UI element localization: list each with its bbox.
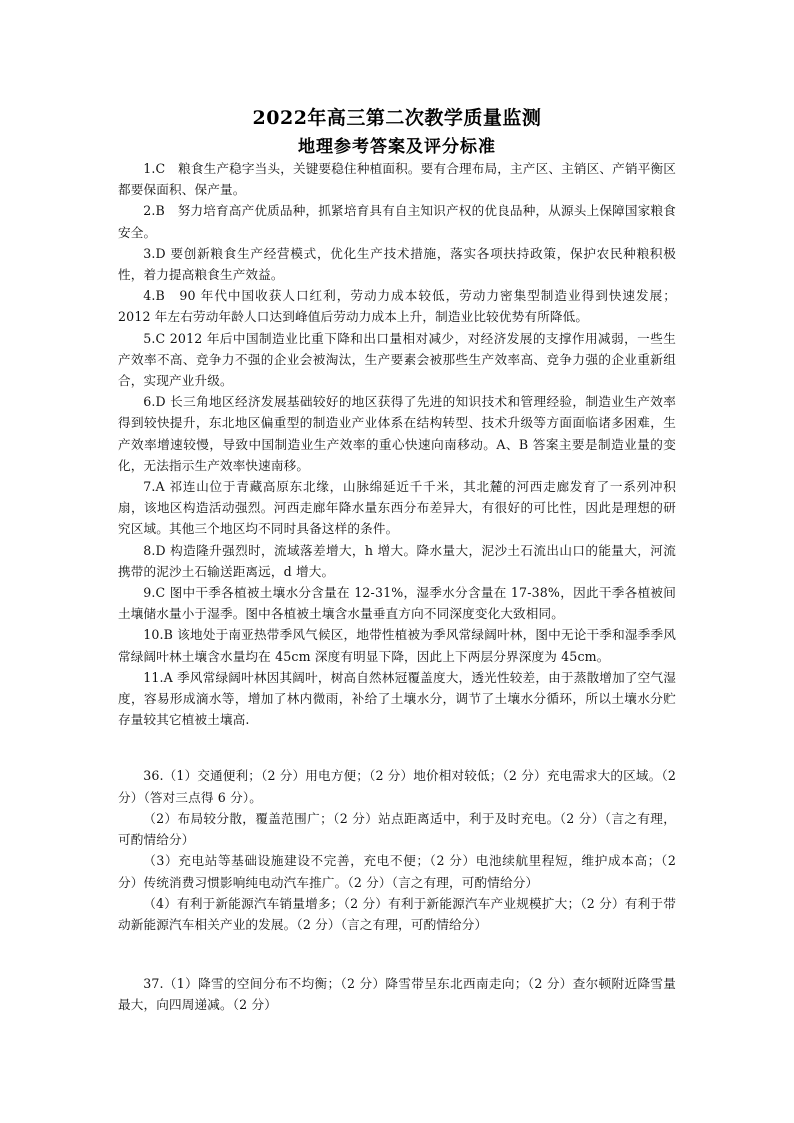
answer-3: 3.D 要创新粮食生产经营模式，优化生产技术措施，落实各项扶持政策，保护农民种粮积极性，着力提高粮食生产效益。	[118, 245, 676, 283]
answer-1: 1.C 粮食生产稳字当头，关键要稳住种植面积。要有合理布局，主产区、主销区、产销平衡区都要保面积、保产量。	[118, 161, 676, 198]
section-spacer	[118, 730, 676, 765]
answer-10: 10.B 该地处于南亚热带季风气候区，地带性植被为季风常绿阔叶林，图中无论干季和湿季季风常绿阔叶林土壤含水量均在 45cm 深度有明显下降，因此上下两层分界深度为 45cm。	[118, 627, 676, 664]
question-37-section	[118, 973, 676, 1015]
question-36-section	[118, 765, 676, 935]
answer-2: 2.B 努力培育高产优质品种，抓紧培育具有自主知识产权的优良品种，从源头上保障国家粮食安全。	[118, 203, 676, 240]
answer-5: 5.C 2012 年后中国制造业比重下降和出口量相对减少，对经济发展的支撑作用减弱，一些生产效率不高、竞争力不强的企业会被淘汰，生产要素会被那些生产效率高、竞争力强的企业重新组合，实现产业升级。	[118, 330, 676, 389]
q37-part-1: 37.（1）降雪的空间分布不均衡；（2 分）降雪带呈东北西南走向；（2 分）查尔顿附近降雪量最大，向四周递减。（2 分）	[118, 976, 676, 1013]
answer-7: 7.A 祁连山位于青藏高原东北缘，山脉绵延近千千米，其北麓的河西走廊发育了一系列冲积扇，该地区构造活动强烈。河西走廊年降水量东西分布差异大，有很好的可比性，因此是理想的研究区域。其他三个地区均不同时具备这样的条件。	[118, 479, 676, 537]
answer-body	[118, 158, 676, 1016]
answer-6: 6.D 长三角地区经济发展基础较好的地区获得了先进的知识技术和管理经验，制造业生产效率得到较快提升，东北地区偏重型的制造业产业体系在结构转型、技术升级等方面面临诸多困难，生产效率增速较慢，导致中国制造业生产效率的重心快速向南移动。A、B 答案主要是制造业量的变化，无法指示生产效率快速南移。	[118, 394, 676, 473]
section-spacer	[118, 935, 676, 973]
q36-part-1: 36.（1）交通便利；（2 分）用电方便；（2 分）地价相对较低；（2 分）充电需求大的区域。（2 分）（答对三点得 6 分）。	[118, 768, 677, 805]
answer-9: 9.C 图中干季各植被土壤水分含量在 12-31%，湿季水分含量在 17-38%，因此干季各植被间土壤储水量小于湿季。图中各植被土壤含水量垂直方向不同深度变化大致相同。	[118, 585, 676, 622]
document-subtitle: 地理参考答案及评分标准	[298, 137, 496, 157]
q36-part-2: （2）布局较分散，覆盖范围广；（2 分）站点距离适中，利于及时充电。（2 分）（言之有理，可酌情给分）	[118, 810, 676, 848]
document-title: 2022年高三第二次教学质量监测	[252, 107, 542, 129]
choice-answers-section	[118, 158, 676, 730]
q36-part-3: （3）充电站等基础设施建设不完善，充电不便；（2 分）电池续航里程短，维护成本高；（2 分）传统消费习惯影响纯电动汽车推广。（2 分）（言之有理，可酌情给分）	[118, 853, 676, 890]
q36-part-4: （4）有利于新能源汽车销量增多；（2 分）有利于新能源汽车产业规模扩大；（2 分）有利于带动新能源汽车相关产业的发展。（2 分）（言之有理，可酌情给分）	[118, 895, 676, 932]
answer-4: 4.B 90 年代中国收获人口红利，劳动力成本较低，劳动力密集型制造业得到快速发展；2012 年左右劳动年龄人口达到峰值后劳动力成本上升，制造业比较优势有所降低。	[118, 288, 676, 325]
answer-11: 11.A 季风常绿阔叶林因其阔叶，树高自然林冠覆盖度大，透光性较差，由于蒸散增加了空气湿度，容易形成滴水等，增加了林内微雨，补给了土壤水分，调节了土壤水分循环，所以土壤水分贮存量较其它植被土壤高.	[118, 669, 676, 728]
answer-8: 8.D 构造隆升强烈时，流域落差增大，h 增大。降水量大，泥沙土石流出山口的能量大，河流携带的泥沙土石输送距离远，d 增大。	[118, 542, 676, 579]
